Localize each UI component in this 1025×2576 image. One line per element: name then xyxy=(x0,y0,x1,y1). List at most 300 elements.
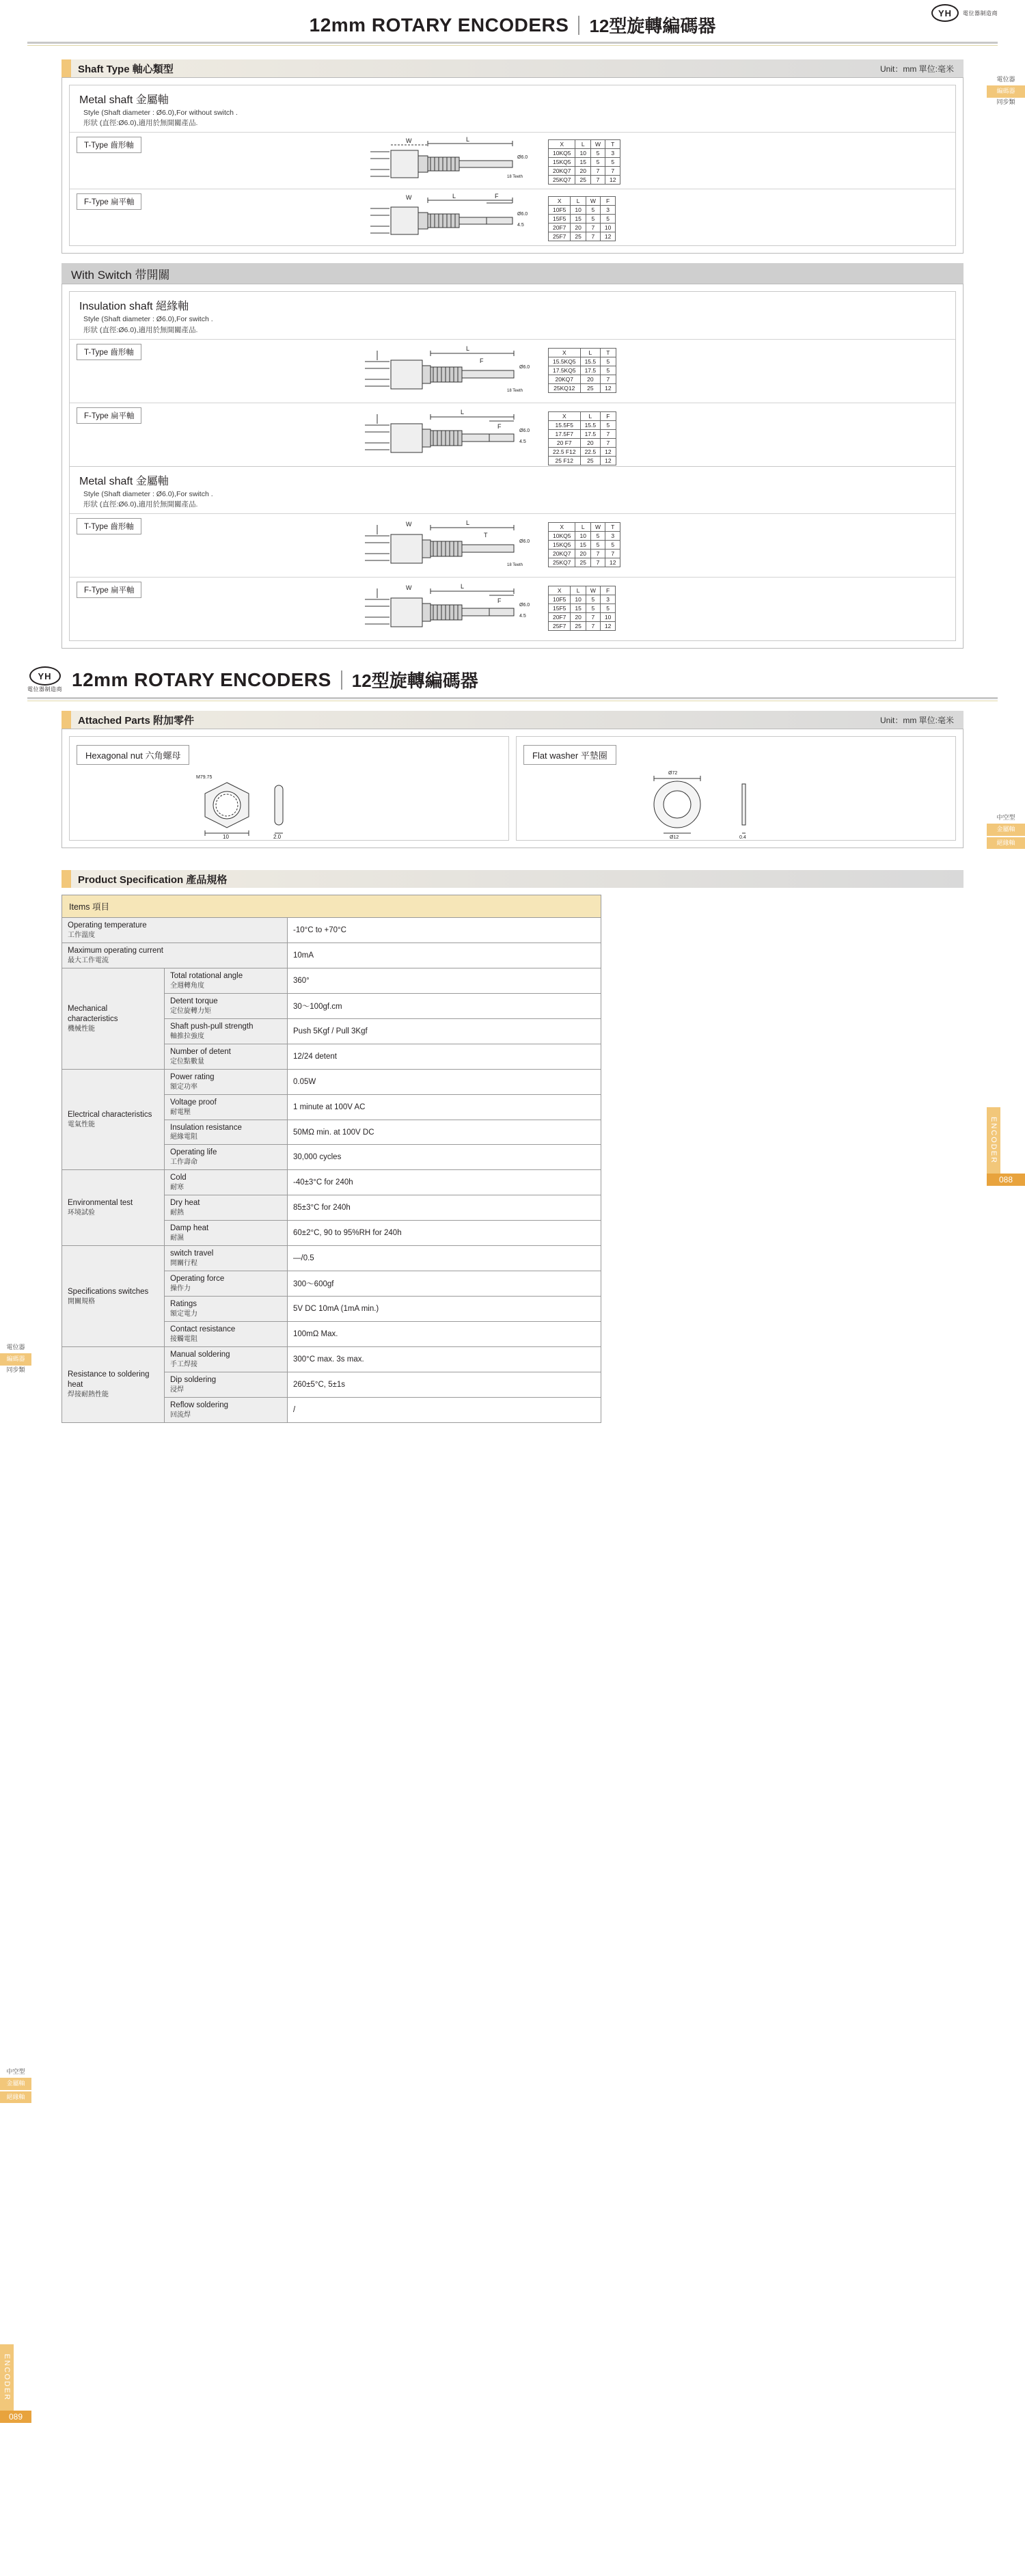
spec-val-max-current: 10mA xyxy=(288,943,601,968)
cell: 20 xyxy=(571,223,586,232)
cell: 5 xyxy=(600,604,615,613)
cell: 15 xyxy=(571,604,586,613)
table-row xyxy=(549,366,616,375)
th-x: X xyxy=(549,197,571,206)
table-row xyxy=(549,438,616,447)
cell: 25 xyxy=(575,176,590,185)
cell: 20KQ7 xyxy=(549,167,575,176)
table-row xyxy=(549,532,620,541)
spec-sub-label-cn: 工作壽命 xyxy=(170,1158,197,1167)
spec-sub-total-angle xyxy=(165,968,288,993)
side-tab-potentiometer[interactable]: 電位器 xyxy=(996,76,1015,83)
spec-val-voltage-proof: 1 minute at 100V AC xyxy=(288,1094,601,1120)
th-x: X xyxy=(549,140,575,149)
cell: 5 xyxy=(586,604,600,613)
spec-sub-insulation-resistance xyxy=(165,1120,288,1145)
th-w: W xyxy=(590,523,605,532)
spec-cat-label-cn: 電氣性能 xyxy=(68,1121,95,1128)
dim-label-T: T xyxy=(484,532,488,539)
shaft-type-section xyxy=(62,59,964,254)
vertical-tab-encoder-2[interactable]: ENCODER xyxy=(0,2344,14,2411)
cell: 7 xyxy=(586,223,600,232)
side-tabs-right-top xyxy=(987,75,1025,107)
spec-cat-label: Resistance to soldering heat xyxy=(68,1370,150,1389)
dim-label-F: F xyxy=(495,193,499,200)
dim-label-45: 4.5 xyxy=(519,614,526,619)
page2-header-rule xyxy=(27,697,998,699)
title-divider xyxy=(578,16,579,35)
page2-header xyxy=(0,666,1025,701)
side-tab-metal-shaft[interactable]: 金屬軸 xyxy=(987,824,1025,835)
metal-shaft-line1: Style (Shaft diameter : Ø6.0),For without switch . xyxy=(83,109,238,117)
th-l: L xyxy=(575,140,590,149)
metal-sw-t-row xyxy=(70,513,955,577)
spec-sub-label-cn: 開關行程 xyxy=(170,1260,197,1268)
encoder-metal-sw-f-diagram xyxy=(70,582,876,640)
th-f: F xyxy=(601,411,616,420)
spec-cat-switches xyxy=(62,1246,165,1347)
metal-shaft-f-table xyxy=(548,196,616,241)
metal-shaft-title: Metal shaft 金屬軸 xyxy=(79,94,169,106)
table-row xyxy=(549,456,616,465)
table-row xyxy=(549,167,620,176)
spec-val-detent-torque: 30～100gf.cm xyxy=(288,993,601,1018)
spec-sub-detent-torque xyxy=(165,993,288,1018)
product-spec-title: Product Specification 產品規格 xyxy=(78,873,228,886)
table-row xyxy=(549,232,616,241)
side-tabs-right-mid xyxy=(987,813,1025,849)
dim-label-45: 4.5 xyxy=(517,223,524,228)
spec-sub-contact-resistance xyxy=(165,1322,288,1347)
th-t: T xyxy=(601,348,616,357)
shaft-type-bar xyxy=(62,59,964,77)
spec-val-operating-life: 30,000 cycles xyxy=(288,1145,601,1170)
spec-val-operating-temperature: -10°C to +70°C xyxy=(288,918,601,943)
side-tab-potentiometer-2[interactable]: 電位器 xyxy=(6,1344,25,1351)
side-tab-hollow-label: 中空型 xyxy=(996,814,1015,821)
cell: 12 xyxy=(600,232,615,241)
metal-sw-t-tag: T-Type 齒形軸 xyxy=(77,518,141,534)
cell: 12 xyxy=(605,176,620,185)
spec-sub-cold xyxy=(165,1170,288,1195)
cell: 20KQ7 xyxy=(549,550,575,558)
cell: 10KQ5 xyxy=(549,532,575,541)
cell: 15F5 xyxy=(549,215,571,223)
cell: 7 xyxy=(586,622,600,631)
side-tabs-left-mid xyxy=(0,2067,31,2103)
table-row xyxy=(549,375,616,383)
cell: 5 xyxy=(586,206,600,215)
cell: 10KQ5 xyxy=(549,149,575,158)
dim-label-F: F xyxy=(480,357,484,364)
spec-val-insulation-resistance: 50MΩ min. at 100V DC xyxy=(288,1120,601,1145)
spec-cat-label-cn: 工作溫度 xyxy=(68,931,95,939)
th-w: W xyxy=(586,586,600,595)
table-row xyxy=(549,383,616,392)
spec-cat-operating-temperature xyxy=(62,918,288,943)
cell: 15.5F5 xyxy=(549,420,581,429)
shaft-type-body xyxy=(62,77,964,254)
dim-label-W: W xyxy=(406,584,412,592)
table-row xyxy=(549,550,620,558)
spec-sub-label: Damp heat xyxy=(170,1224,209,1233)
cell: 7 xyxy=(605,167,620,176)
th-l: L xyxy=(571,586,586,595)
section-accent-tab xyxy=(62,59,71,77)
spec-sub-label-cn: 額定電力 xyxy=(170,1310,197,1318)
page2-title-cn: 12型旋轉編碼器 xyxy=(351,670,478,692)
table-row xyxy=(62,1346,601,1372)
spec-sub-label: Manual soldering xyxy=(170,1350,230,1359)
table-row xyxy=(549,223,616,232)
insulation-t-table-wrap xyxy=(548,348,616,393)
spec-cat-label-cn: 焊接耐熱性能 xyxy=(68,1391,109,1399)
th-l: L xyxy=(575,523,590,532)
cell: 17.5 xyxy=(580,429,601,438)
side-tabs-left-top xyxy=(0,1343,31,1374)
spec-cat-label-cn: 機械性能 xyxy=(68,1025,95,1033)
cell: 5 xyxy=(586,215,600,223)
page-bottom-spacer xyxy=(0,1423,1025,1450)
table-row xyxy=(62,943,601,968)
table-row xyxy=(62,918,601,943)
cell: 5 xyxy=(590,532,605,541)
cell: 17.5F7 xyxy=(549,429,581,438)
table-row xyxy=(549,613,616,622)
metal-shaft-sw-line1: Style (Shaft diameter : Ø6.0),For switch . xyxy=(83,489,213,498)
cell: 12 xyxy=(601,456,616,465)
th-t: T xyxy=(605,140,620,149)
cell: 5 xyxy=(590,158,605,167)
cell: 12 xyxy=(605,558,620,567)
cell: 22.5 xyxy=(580,447,601,456)
spec-sub-damp-heat xyxy=(165,1221,288,1246)
spec-cat-electrical xyxy=(62,1069,165,1170)
spec-sub-label: Operating force xyxy=(170,1275,225,1284)
dim-label-d6: Ø6.0 xyxy=(519,603,530,608)
cell: 7 xyxy=(601,375,616,383)
cell: 25F7 xyxy=(549,622,571,631)
encoder-switch-f-diagram xyxy=(70,407,876,466)
spec-cat-label-cn: 開關規格 xyxy=(68,1297,95,1305)
spec-cat-environmental xyxy=(62,1170,165,1246)
cell: 3 xyxy=(600,206,615,215)
side-tab-insulation-shaft[interactable]: 絕緣軸 xyxy=(987,837,1025,849)
dim-label-L: L xyxy=(452,193,456,200)
page-number-2: 089 xyxy=(0,2411,31,2423)
cell: 17.5 xyxy=(580,366,601,375)
cell: 7 xyxy=(590,176,605,185)
with-switch-section xyxy=(62,263,964,649)
with-switch-body xyxy=(62,284,964,649)
spec-sub-dip-soldering xyxy=(165,1372,288,1397)
cell: 10 xyxy=(600,613,615,622)
spec-val-detent-number: 12/24 detent xyxy=(288,1044,601,1069)
spec-sub-manual-soldering xyxy=(165,1346,288,1372)
spec-val-ratings: 5V DC 10mA (1mA min.) xyxy=(288,1297,601,1322)
metal-shaft-t-row xyxy=(70,132,955,189)
metal-shaft-t-table-wrap xyxy=(548,139,620,185)
metal-sw-f-row xyxy=(70,577,955,640)
table-row xyxy=(549,604,616,613)
title-divider-2 xyxy=(341,670,342,690)
insulation-t-table xyxy=(548,348,616,393)
with-switch-title: With Switch 带開關 xyxy=(71,268,170,282)
teeth-note-1: 18 Teeth xyxy=(507,175,523,180)
cell: 15F5 xyxy=(549,604,571,613)
metal-sw-f-table xyxy=(548,586,616,631)
spec-val-dry-heat: 85±3°C for 240h xyxy=(288,1195,601,1221)
cell: 7 xyxy=(590,550,605,558)
side-tab-insulation-shaft-2[interactable]: 絕緣軸 xyxy=(0,2091,31,2103)
cell: 20 xyxy=(575,167,590,176)
th-l: L xyxy=(571,197,586,206)
attached-parts-body xyxy=(62,729,964,848)
dim-label-L: L xyxy=(466,519,470,527)
spec-header-row xyxy=(62,895,601,918)
hex-nut-drawing xyxy=(70,765,508,840)
encoder-metal-sw-t-diagram xyxy=(70,518,876,577)
dim-label-L: L xyxy=(461,408,465,416)
metal-shaft-sw-block xyxy=(69,467,956,641)
spec-sub-label-cn: 定位點數量 xyxy=(170,1057,204,1066)
cell: 22.5 F12 xyxy=(549,447,581,456)
th-f: F xyxy=(600,197,615,206)
cell: 5 xyxy=(601,420,616,429)
spec-sub-label-cn: 額定功率 xyxy=(170,1083,197,1091)
cell: 7 xyxy=(590,167,605,176)
insulation-shaft-block xyxy=(69,291,956,466)
spec-sub-label-cn: 軸推拉強度 xyxy=(170,1032,204,1040)
table-row xyxy=(549,541,620,550)
spec-sub-label: Reflow soldering xyxy=(170,1400,229,1409)
cell: 5 xyxy=(590,149,605,158)
spec-sub-label: Contact resistance xyxy=(170,1325,236,1334)
table-row xyxy=(549,429,616,438)
cell: 10 xyxy=(571,206,586,215)
table-row xyxy=(549,420,616,429)
attached-parts-section xyxy=(62,711,964,848)
cell: 7 xyxy=(601,438,616,447)
cell: 10 xyxy=(600,223,615,232)
spec-sub-label: Insulation resistance xyxy=(170,1123,242,1132)
spec-cat-label: Maximum operating current xyxy=(68,946,163,955)
attached-parts-title: Attached Parts 附加零件 xyxy=(78,714,195,727)
spec-sub-power-rating xyxy=(165,1069,288,1094)
spec-sub-label-cn: 絕緣電阻 xyxy=(170,1133,197,1141)
cell: 5 xyxy=(601,366,616,375)
table-row xyxy=(62,1246,601,1271)
table-row xyxy=(549,595,616,604)
cell: 10 xyxy=(571,595,586,604)
spec-sub-label-cn: 耐電壓 xyxy=(170,1108,191,1116)
encoder-f-type-diagram xyxy=(70,193,876,245)
insulation-t-tag: T-Type 齒形軸 xyxy=(77,344,141,360)
header-rule xyxy=(27,42,998,44)
th-l: L xyxy=(580,348,601,357)
spec-sub-ratings xyxy=(165,1297,288,1322)
cell: 15 xyxy=(575,158,590,167)
table-row xyxy=(549,176,620,185)
cell: 20 xyxy=(580,375,601,383)
spec-val-switch-travel: —/0.5 xyxy=(288,1246,601,1271)
metal-sw-t-table-wrap xyxy=(548,522,620,567)
cell: 20 xyxy=(580,438,601,447)
spec-val-cold: -40±3°C for 240h xyxy=(288,1170,601,1195)
spec-sub-label: Power rating xyxy=(170,1072,215,1081)
side-tab-sync[interactable]: 同步類 xyxy=(996,98,1015,105)
th-x: X xyxy=(549,586,571,595)
table-row xyxy=(549,149,620,158)
dim-label-45: 4.5 xyxy=(519,439,526,444)
side-tab-metal-shaft-2[interactable]: 金屬軸 xyxy=(0,2078,31,2089)
spec-cat-max-current xyxy=(62,943,288,968)
side-tab-encoder-2[interactable]: 編碼器 xyxy=(0,1353,31,1365)
dim-label-W: W xyxy=(406,521,412,528)
washer-inner-label: Ø12 xyxy=(670,835,679,841)
cell: 25 xyxy=(571,232,586,241)
table-row xyxy=(549,215,616,223)
spec-sub-label: Dip soldering xyxy=(170,1375,217,1384)
teeth-note-3: 18 Teeth xyxy=(507,563,523,568)
encoder-t-type-diagram xyxy=(70,137,876,189)
dim-label-d6: Ø6.0 xyxy=(519,364,530,370)
spec-sub-label-cn: 耐熱 xyxy=(170,1209,184,1217)
insulation-f-tag: F-Type 扁平軸 xyxy=(77,407,141,424)
metal-shaft-f-drawing xyxy=(70,193,955,245)
spec-val-dip-soldering: 260±5°C, 5±1s xyxy=(288,1372,601,1397)
spec-sub-label-cn: 定位旋轉力矩 xyxy=(170,1007,211,1015)
insulation-t-row xyxy=(70,339,955,403)
hex-nut-block xyxy=(69,736,509,841)
attached-parts-unit: Unit：mm 單位:毫米 xyxy=(879,715,954,725)
side-tab-hollow-label-2: 中空型 xyxy=(6,2068,25,2075)
dim-label-L: L xyxy=(466,344,470,352)
spec-sub-push-pull xyxy=(165,1018,288,1044)
hex-nut-width-label: 10 xyxy=(223,834,229,841)
side-tab-encoder[interactable]: 編碼器 xyxy=(987,85,1025,97)
dim-label-d6: Ø6.0 xyxy=(517,155,528,161)
spec-val-operating-force: 300～600gf xyxy=(288,1271,601,1297)
insulation-f-drawing xyxy=(70,407,955,466)
cell: 25 xyxy=(580,456,601,465)
spec-sub-operating-life xyxy=(165,1145,288,1170)
page-title-cn: 12型旋轉編碼器 xyxy=(589,16,716,36)
cell: 20KQ7 xyxy=(549,375,581,383)
product-spec-section xyxy=(62,870,964,1423)
spec-val-total-angle: 360° xyxy=(288,968,601,993)
page1-header xyxy=(0,0,1025,53)
encoder-switch-t-diagram xyxy=(70,344,876,403)
cell: 25 xyxy=(575,558,590,567)
th-f: F xyxy=(600,586,615,595)
shaft-type-unit: Unit：mm 單位:毫米 xyxy=(879,64,954,74)
metal-shaft-t-drawing xyxy=(70,137,955,189)
insulation-f-table-wrap xyxy=(548,411,616,465)
cell: 7 xyxy=(590,558,605,567)
metal-shaft-t-table xyxy=(548,139,620,185)
insulation-shaft-line2: 形狀 (直徑:Ø6.0),適用於無開關產品. xyxy=(83,325,198,334)
product-spec-body xyxy=(62,888,964,1423)
spec-val-damp-heat: 60±2°C, 90 to 95%RH for 240h xyxy=(288,1221,601,1246)
page-title-en: 12mm ROTARY ENCODERS xyxy=(309,14,569,36)
table-row xyxy=(549,558,620,567)
table-row xyxy=(62,968,601,993)
spec-sub-label-cn: 耐濕 xyxy=(170,1234,184,1243)
spec-cat-label-cn: 环境試验 xyxy=(68,1209,95,1217)
vertical-tab-encoder[interactable]: ENCODER xyxy=(987,1107,1000,1174)
spec-sub-label-cn: 浸焊 xyxy=(170,1385,184,1394)
metal-shaft-sw-title: Metal shaft 金屬軸 xyxy=(79,475,169,487)
table-row xyxy=(549,447,616,456)
brand-logo-2 xyxy=(27,666,62,693)
side-tab-sync-2[interactable]: 同步類 xyxy=(6,1366,25,1373)
th-x: X xyxy=(549,523,575,532)
cell: 5 xyxy=(601,357,616,366)
logo-text-2: YH xyxy=(29,666,61,686)
cell: 25KQ7 xyxy=(549,176,575,185)
spec-sub-label-cn: 手工焊接 xyxy=(170,1360,197,1368)
hex-nut-title: Hexagonal nut 六角螺母 xyxy=(77,745,189,765)
metal-sw-f-table-wrap xyxy=(548,586,616,631)
cell: 20 xyxy=(571,613,586,622)
spec-header-items: Items 項目 xyxy=(62,895,601,918)
spec-cat-label: Specifications switches xyxy=(68,1287,149,1296)
spec-cat-label: Electrical characteristics xyxy=(68,1111,152,1120)
spec-sub-label-cn: 耐寒 xyxy=(170,1184,184,1192)
spec-sub-reflow-soldering xyxy=(165,1397,288,1422)
metal-sw-t-drawing xyxy=(70,518,955,577)
spec-sub-label-cn: 操作力 xyxy=(170,1285,191,1293)
th-t: T xyxy=(605,523,620,532)
cell: 25 xyxy=(571,622,586,631)
metal-sw-f-tag: F-Type 扁平軸 xyxy=(77,582,141,598)
spec-sub-label-cn: 全週轉角度 xyxy=(170,981,204,990)
insulation-shaft-line1: Style (Shaft diameter : Ø6.0),For switch . xyxy=(83,315,213,324)
page2-vertical-tab-group xyxy=(0,2344,31,2423)
flat-washer-title: Flat washer 平墊圈 xyxy=(523,745,616,765)
cell: 25KQ7 xyxy=(549,558,575,567)
cell: 7 xyxy=(586,232,600,241)
dim-label-W: W xyxy=(406,137,412,145)
spec-sub-label: Dry heat xyxy=(170,1199,200,1208)
insulation-t-drawing xyxy=(70,344,955,403)
cell: 20F7 xyxy=(549,223,571,232)
cell: 3 xyxy=(605,149,620,158)
metal-shaft-t-tag: T-Type 齒形軸 xyxy=(77,137,141,153)
metal-shaft-f-table-wrap xyxy=(548,196,616,241)
cell: 15KQ5 xyxy=(549,541,575,550)
cell: 10F5 xyxy=(549,206,571,215)
dim-label-W: W xyxy=(406,194,412,202)
table-row xyxy=(62,1069,601,1094)
spec-sub-label: Voltage proof xyxy=(170,1098,217,1107)
cell: 3 xyxy=(600,595,615,604)
dim-label-F: F xyxy=(497,597,502,605)
dim-label-d6: Ø6.0 xyxy=(517,212,528,217)
section-accent-tab-2 xyxy=(62,711,71,729)
hex-nut-thread-label: M79.75 xyxy=(196,775,213,781)
cell: 7 xyxy=(586,613,600,622)
section-accent-tab-3 xyxy=(62,870,71,888)
with-switch-bar xyxy=(62,263,964,284)
th-l: L xyxy=(580,411,601,420)
flat-washer-drawing xyxy=(517,765,955,840)
dim-label-d6: Ø6.0 xyxy=(519,539,530,545)
table-row xyxy=(549,357,616,366)
cell: 7 xyxy=(601,429,616,438)
table-row xyxy=(62,1170,601,1195)
